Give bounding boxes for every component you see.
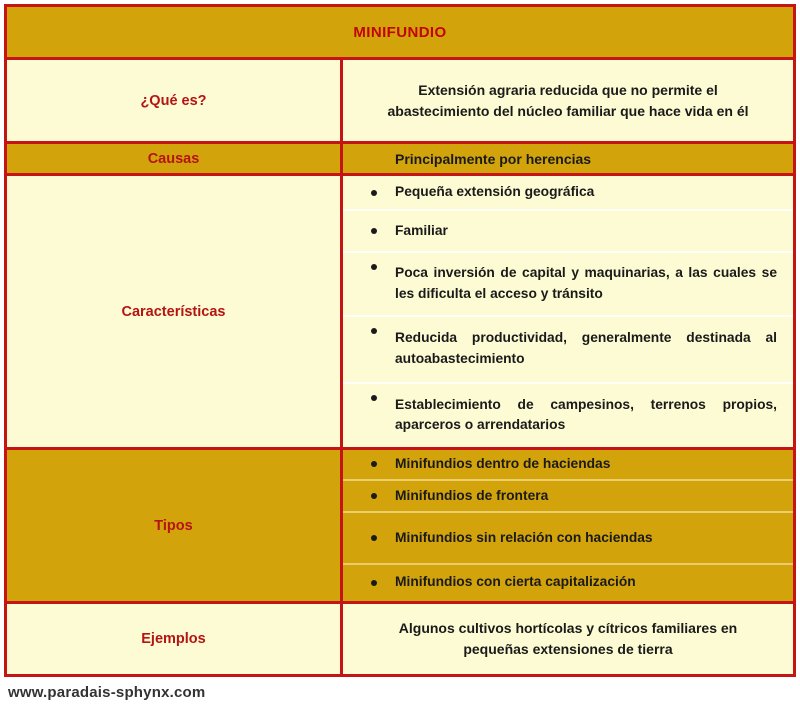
list-item bbox=[343, 511, 793, 562]
list-item-text: Minifundios de frontera bbox=[395, 487, 549, 503]
list-item bbox=[343, 251, 793, 315]
row-value-causas bbox=[343, 144, 793, 173]
bullet-icon bbox=[371, 264, 377, 270]
list-item-text: Minifundios dentro de haciendas bbox=[395, 456, 611, 472]
bullet-icon bbox=[371, 493, 377, 499]
row-value-que-es bbox=[343, 60, 793, 141]
list-item bbox=[343, 479, 793, 511]
list-item-text: Reducida productividad, generalmente destinada al autoabastecimiento bbox=[395, 330, 777, 367]
row-que-es bbox=[7, 57, 793, 141]
website-watermark: www.paradais-sphynx.com bbox=[8, 684, 206, 701]
row-caracteristicas bbox=[7, 173, 793, 447]
list-item bbox=[343, 450, 793, 479]
bullet-icon bbox=[371, 395, 377, 401]
list-item-text: Establecimiento de campesinos, terrenos propios, aparceros o arrendatarios bbox=[395, 396, 777, 433]
bullet-icon bbox=[371, 580, 377, 586]
row-tipos bbox=[7, 447, 793, 601]
list-item bbox=[343, 176, 793, 209]
list-item bbox=[343, 315, 793, 382]
minifundio-table bbox=[4, 4, 796, 677]
list-item-text: Minifundios sin relación con haciendas bbox=[395, 529, 653, 545]
caracteristicas-list bbox=[343, 176, 793, 447]
row-value-caracteristicas bbox=[343, 176, 793, 447]
row-value-tipos bbox=[343, 450, 793, 601]
list-item-text: Minifundios con cierta capitalización bbox=[395, 574, 636, 590]
row-value-ejemplos bbox=[343, 604, 793, 674]
row-label-tipos: Tipos bbox=[7, 450, 343, 601]
tipos-list bbox=[343, 450, 793, 601]
que-es-text: Extensión agraria reducida que no permite el abastecimiento del núcleo familiar que hace vida en él bbox=[387, 81, 749, 119]
list-item-text: Familiar bbox=[395, 222, 448, 238]
bullet-icon bbox=[371, 190, 377, 196]
bullet-icon bbox=[371, 328, 377, 334]
table-header-row bbox=[7, 7, 793, 57]
bullet-icon bbox=[371, 228, 377, 234]
list-item bbox=[343, 209, 793, 251]
bullet-icon bbox=[371, 535, 377, 541]
list-item-text: Pequeña extensión geográfica bbox=[395, 184, 595, 200]
causas-text: Principalmente por herencias bbox=[395, 150, 592, 167]
list-item-text: Poca inversión de capital y maquinarias, a las cuales se les dificulta el acceso y tránsito bbox=[395, 265, 777, 301]
row-causas bbox=[7, 141, 793, 173]
row-label-caracteristicas: Características bbox=[7, 176, 343, 447]
row-ejemplos bbox=[7, 601, 793, 674]
row-label-ejemplos: Ejemplos bbox=[7, 604, 343, 674]
list-item bbox=[343, 382, 793, 447]
row-label-que-es: ¿Qué es? bbox=[7, 60, 343, 141]
list-item bbox=[343, 563, 793, 601]
ejemplos-text: Algunos cultivos hortícolas y cítricos familiares en pequeñas extensiones de tierra bbox=[398, 620, 738, 657]
bullet-icon bbox=[371, 461, 377, 467]
table-title: MINIFUNDIO bbox=[353, 23, 447, 41]
row-label-causas: Causas bbox=[7, 144, 343, 173]
